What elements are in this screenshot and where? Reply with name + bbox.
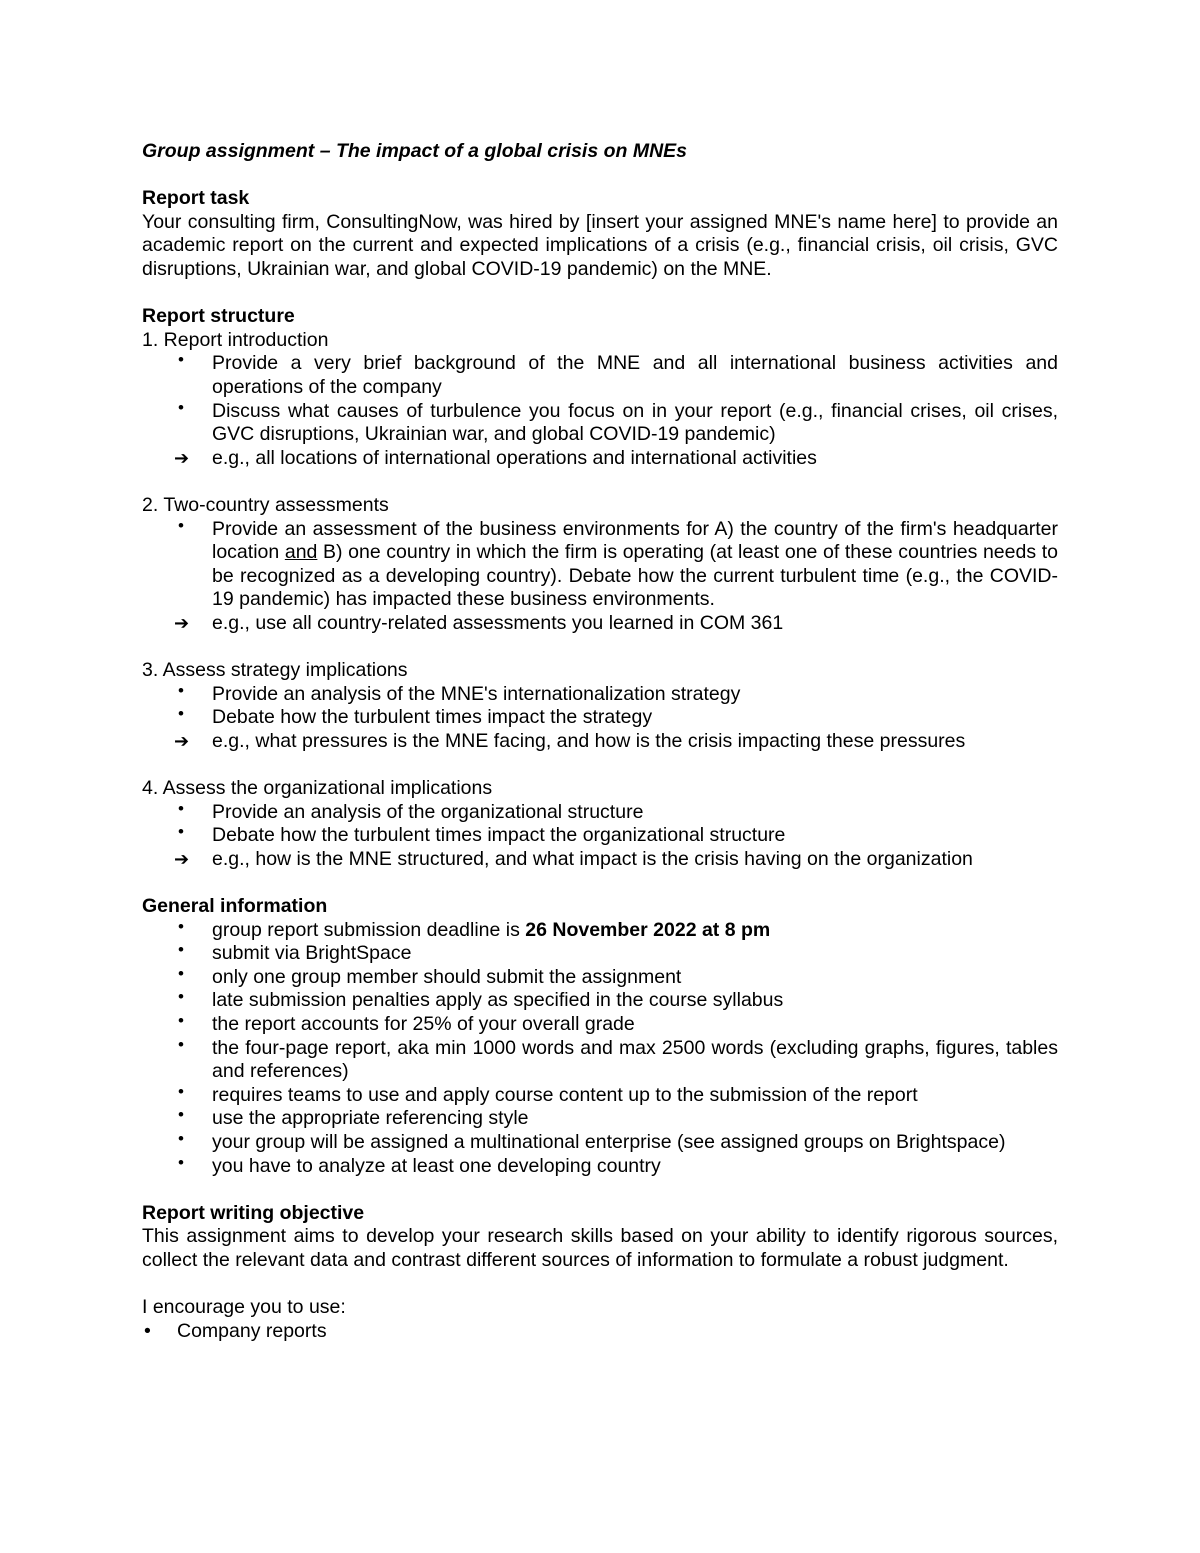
- section-2-list: [142, 518, 1058, 636]
- arrow-item: ➔ e.g., what pressures is the MNE facing, and how is the crisis impacting these pressures: [142, 730, 1058, 754]
- section-1-list: [142, 352, 1058, 470]
- list-item: • Debate how the turbulent times impact the organizational structure: [142, 824, 1058, 848]
- section-4-title: 4. Assess the organizational implications: [142, 777, 493, 800]
- list-item: [142, 518, 1058, 612]
- list-item: [142, 919, 1058, 943]
- item-text: B) one country in which the firm is operating (at least one of these countries needs to be recognized as a developing country). Debate how the current turbulent time (e.g., the COVID-19 pandemic) has impacted these business environments.: [212, 541, 1058, 611]
- list-item: • your group will be assigned a multinational enterprise (see assigned groups on Brightspace): [142, 1131, 1058, 1155]
- sources-list: [142, 1320, 1058, 1344]
- list-item: • requires teams to use and apply course content up to the submission of the report: [142, 1084, 1058, 1108]
- list-item: • Discuss what causes of turbulence you focus on in your report (e.g., financial crises, oil crises, GVC disruptions, Ukrainian war, and global COVID-19 pandemic): [142, 400, 1058, 447]
- general-info-list: [142, 919, 1058, 1179]
- item-text: group report submission deadline is: [212, 918, 526, 941]
- report-task-body: Your consulting firm, ConsultingNow, was hired by [insert your assigned MNE's name here] to provide an academic report on the current and expected implications of a crisis (e.g., financial crisis, oil crisis, GVC disruptions, Ukrainian war, and global COVID-19 pandemic) on the MNE.: [142, 210, 1058, 280]
- list-item: • Company reports: [142, 1320, 1058, 1344]
- arrow-item: ➔ e.g., use all country-related assessments you learned in COM 361: [142, 612, 1058, 636]
- underlined-word: and: [284, 541, 318, 564]
- arrow-item: ➔ e.g., all locations of international operations and international activities: [142, 447, 1058, 471]
- item-text: Provide an assessment of the business environments for A) the country of the firm's headquarter location: [212, 517, 1058, 564]
- section-1-title: 1. Report introduction: [142, 328, 329, 351]
- report-structure-heading: Report structure: [142, 305, 295, 328]
- list-item: • Provide an analysis of the organizational structure: [142, 801, 1058, 825]
- list-item: • Provide an analysis of the MNE's internationalization strategy: [142, 683, 1058, 707]
- deadline-date: 26 November 2022 at 8 pm: [525, 918, 771, 941]
- document-page: [142, 140, 1058, 1343]
- list-item: • Provide a very brief background of the MNE and all international business activities and operations of the company: [142, 352, 1058, 399]
- section-2-title: 2. Two-country assessments: [142, 493, 389, 516]
- list-item: • late submission penalties apply as specified in the course syllabus: [142, 989, 1058, 1013]
- section-3-title: 3. Assess strategy implications: [142, 659, 408, 682]
- encourage-text: I encourage you to use:: [142, 1296, 346, 1319]
- page-title: Group assignment – The impact of a global crisis on MNEs: [142, 140, 688, 162]
- list-item: • the report accounts for 25% of your overall grade: [142, 1013, 1058, 1037]
- section-3-list: [142, 683, 1058, 754]
- list-item: • use the appropriate referencing style: [142, 1107, 1058, 1131]
- list-item: • only one group member should submit the assignment: [142, 966, 1058, 990]
- list-item: • the four-page report, aka min 1000 words and max 2500 words (excluding graphs, figures, tables and references): [142, 1037, 1058, 1084]
- list-item: • submit via BrightSpace: [142, 942, 1058, 966]
- arrow-item: ➔ e.g., how is the MNE structured, and what impact is the crisis having on the organization: [142, 848, 1058, 872]
- objective-heading: Report writing objective: [142, 1201, 365, 1224]
- general-info-heading: General information: [142, 895, 328, 917]
- list-item: • you have to analyze at least one developing country: [142, 1155, 1058, 1179]
- report-task-heading: Report task: [142, 187, 250, 210]
- list-item: • Debate how the turbulent times impact the strategy: [142, 706, 1058, 730]
- section-4-list: [142, 801, 1058, 872]
- objective-body: This assignment aims to develop your research skills based on your ability to identify rigorous sources, collect the relevant data and contrast different sources of information to formulate a robust judgment.: [142, 1225, 1058, 1271]
